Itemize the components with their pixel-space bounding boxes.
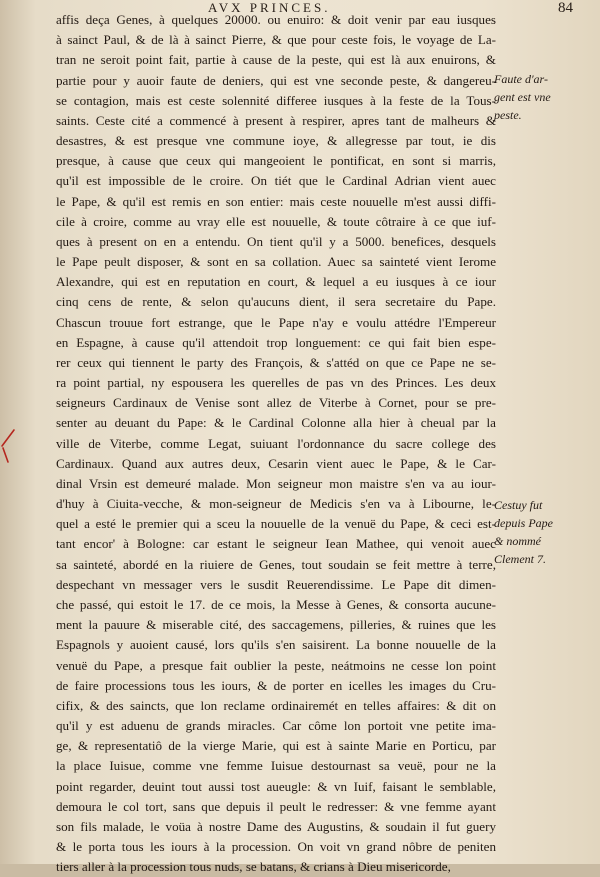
marginal-note-line: depuis Pape (494, 516, 553, 530)
marginal-note-line: peste. (494, 108, 522, 122)
text-line: tant encor' à Bologne: car estant le seigneur Iean Mathee, qui venoit auec (56, 536, 496, 552)
text-line: ques à present on en a entendu. On tient qu'il y a 5000. benefices, desquels (56, 233, 496, 249)
text-line: partie pour y auoir faute de deniers, qui est vne seconde peste, & dangereu- (56, 72, 496, 88)
text-line: sa sainteté, abordé en la riuiere de Genes, tout soudain se feit mettre à terre, (56, 556, 496, 572)
text-line: rer ceux qui tiennent le party des François, & s'attéd on que ce Pape ne se- (56, 354, 496, 370)
text-line: le Pape peult disposer, & sont en sa collation. Auec sa sainteté vient Ierome (56, 254, 496, 270)
text-line: Espagnols y auoient causé, lors qu'ils s'en saisirent. La bonne nouuelle de la (56, 637, 496, 653)
text-line: Cardinaux. Quand aux autres deux, Cesarin vient auec le Pape, & le Car- (56, 455, 496, 471)
marginal-note-plague (494, 70, 600, 124)
page-number: 84 (558, 0, 573, 16)
running-head: AVX PRINCES. (208, 0, 331, 15)
text-line: point regarder, deuint tout aussi tost aueugle: & vn Iuif, faisant le semblable, (56, 778, 496, 794)
text-line: se contagion, mais est ceste solennité differee iusques à la feste de la Tous- (56, 92, 496, 108)
text-line: dinal Vrsin est demeuré malade. Mon seigneur mon maistre s'en va au iour- (56, 475, 496, 491)
text-line: qu'il est impossible de le croire. On tiét que le Cardinal Adrian vient auec (56, 173, 496, 189)
text-line: seigneurs Cardinaux de Venise sont allez de Viterbe à Cornet, pour se pre- (56, 395, 496, 411)
text-line: presque, à cause que ceux qui mangeoient le pontificat, en sont si marris, (56, 153, 496, 169)
text-line: saints. Ceste cité a commencé à present à respirer, apres tant de malheurs & (56, 112, 496, 128)
text-line: ment la pauure & miserable cité, des saccagemens, pilleries, & ruines que les (56, 617, 496, 633)
text-line: desastres, & est presque vne commune ioye, & allegresse par tout, ie dis (56, 133, 496, 149)
text-line: quel a esté le premier qui a sceu la nouuelle de la venuë du Pape, & ceci est- (56, 516, 496, 532)
text-line: tiers aller à la procession tous nuds, se batans, & crians à Dieu misericorde, (56, 859, 451, 875)
marginal-note-line: Cestuy fut (494, 498, 543, 512)
marginal-note-line: gent est vne (494, 90, 551, 104)
text-line: à sainct Paul, & de là à sainct Pierre, & que pour ceste fois, le voyage de La- (56, 32, 496, 48)
text-line: Chascun trouue fort estrange, que le Pape n'ay e voulu attédre l'Empereur (56, 314, 496, 330)
text-line: & le porta tous les iours à la procession. On voit vn grand nôbre de peniten (56, 839, 496, 855)
text-line: ville de Viterbe, comme Legat, suiuant l'ordonnance du sacre college des (56, 435, 496, 451)
text-line: venuë du Pape, a presque fait oublier la peste, neátmoins ne cesse lon point (56, 657, 496, 673)
text-line: despechant vn messager vers le susdit Reuerendissime. Le Pape dit dimen- (56, 576, 496, 592)
text-line: che passé, qui estoit le 17. de ce mois, la Messe à Genes, & consorta aucune- (56, 596, 496, 612)
text-line: ra point partial, ny espousera les querelles de pas vn des Princes. Les deux (56, 375, 496, 391)
text-line: tran ne seroit point fait, partie à cause de la peste, qui est là aux enuirons, & (56, 52, 496, 68)
text-line: qu'il y est aduenu de grands miracles. Car côme lon portoit vne petite ima- (56, 718, 496, 734)
text-line: d'huy à Ciuita-vecche, & mon-seigneur de Medicis s'en va à Libourne, le- (56, 496, 496, 512)
text-line: le Pape, & qu'il est remis en son entier: mais ceste nouuelle m'est aussi diffi- (56, 193, 496, 209)
text-line: demoura le col tort, sans que depuis il peult le redresser: & vne femme ayant (56, 798, 496, 814)
text-line: cifix, & des saincts, que lon reclame ordinairemét en telles affaires: & dit on (56, 697, 496, 713)
text-line: affis deça Genes, à quelques 20000. ou enuiro: & doit venir par eau iusques (56, 12, 496, 27)
text-line: senter au deuant du Pape: & le Cardinal Colonne alla hier à cheual par la (56, 415, 496, 431)
text-line: en Espagne, à cause qu'il attendoit trop longuement: ce qui fait bien espe- (56, 334, 496, 350)
text-line: la place Iuisue, comme vne femme Iuisue destournast sa veuë, pour ne la (56, 758, 496, 774)
text-line: cinq cens de rente, & selon qu'aucuns dient, il sera secretaire du Pape. (56, 294, 496, 310)
text-line: de faire processions tous les iours, & de porter en icelles les images du Cru- (56, 677, 496, 693)
text-line: cile à croire, comme au vray elle est nouuelle, & toute côtraire à ce que iuf- (56, 213, 496, 229)
marginal-note-line: Clement 7. (494, 552, 546, 566)
marginal-note-line: Faute d'ar- (494, 72, 548, 86)
marginal-note-clement (494, 496, 600, 568)
red-ink-mark (0, 426, 18, 466)
body-text (56, 10, 496, 877)
text-line: ge, & representatiô de la vierge Marie, qui est à sainte Marie en Porticu, par (56, 738, 496, 754)
text-line: son fils malade, le voüa à nostre Dame des Augustins, & soudain il fut guery (56, 818, 496, 834)
marginal-note-line: & nommé (494, 534, 541, 548)
text-line: Alexandre, qui est en reputation en court, & lequel a eu iusques à ce iour (56, 274, 496, 290)
